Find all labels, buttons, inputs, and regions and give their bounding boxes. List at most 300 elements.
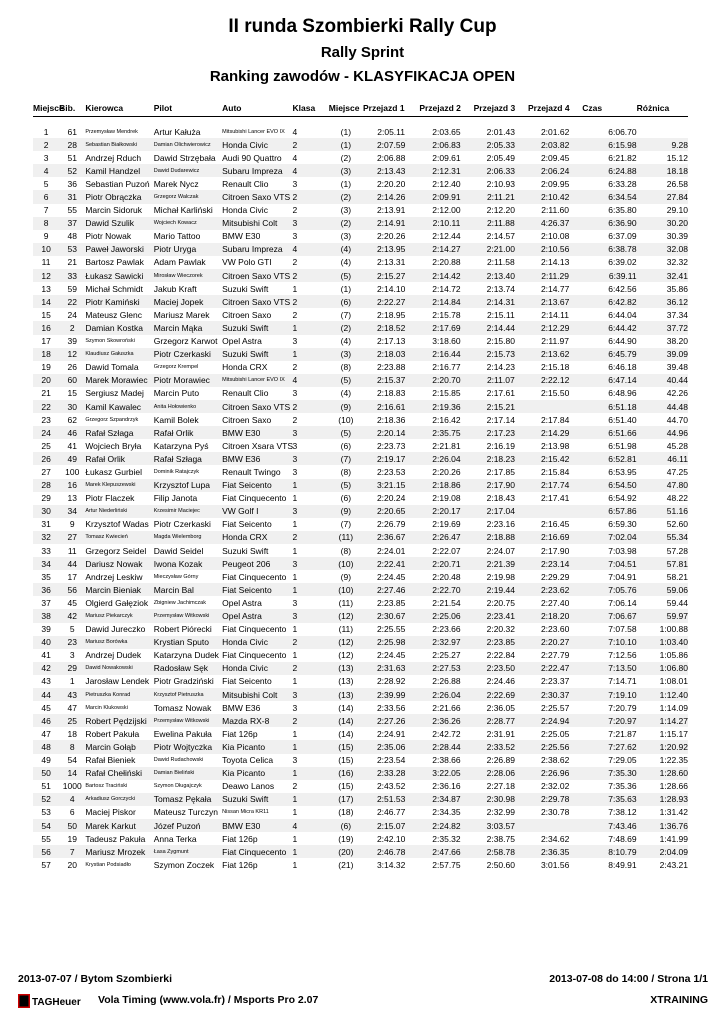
- table-cell: 2:01.62: [540, 126, 570, 137]
- table-cell: 6:34.54: [582, 190, 636, 203]
- table-cell: Mitsubishi Lancer EVO IX: [222, 128, 285, 135]
- table-cell: Renault Clio: [222, 178, 269, 189]
- table-cell: 3: [292, 178, 298, 189]
- table-cell: Grzegorz Krempel: [153, 364, 199, 371]
- table-cell: 2:14.27: [419, 243, 473, 256]
- table-row: [33, 190, 688, 203]
- table-cell: 2:17.04: [474, 505, 528, 518]
- table-cell: 2:14.91: [363, 217, 419, 230]
- table-row: [33, 623, 688, 636]
- table-cell: 2:14.11: [541, 309, 569, 320]
- table-cell: 3: [293, 426, 329, 439]
- table-cell: 39.09: [637, 348, 688, 361]
- table-cell: 2:50.60: [486, 859, 515, 870]
- page-subtitle: Rally Sprint: [320, 44, 405, 61]
- table-row: [33, 636, 688, 649]
- table-cell: 2:17.61: [486, 388, 515, 399]
- table-cell: 44.48: [637, 400, 688, 413]
- table-cell: Honda Civic: [222, 138, 292, 151]
- table-cell: Citroen Saxo VTS: [222, 269, 292, 282]
- table-cell: 2: [59, 321, 85, 334]
- table-row: [33, 374, 688, 387]
- table-row: [33, 675, 688, 688]
- table-cell: (9): [340, 571, 352, 582]
- table-cell: 1: [292, 545, 298, 556]
- table-cell: 42: [59, 609, 85, 622]
- column-header: Przejazd 1: [362, 103, 405, 113]
- table-cell: (14): [338, 702, 354, 713]
- table-cell: 2:05.33: [474, 138, 528, 151]
- table-cell: 3: [293, 609, 329, 622]
- table-cell: 2: [293, 295, 329, 308]
- table-cell: 42: [33, 662, 59, 675]
- table-cell: 42.26: [666, 388, 688, 399]
- table-cell: 11: [41, 257, 51, 268]
- table-cell: 1:36.76: [637, 819, 688, 832]
- table-cell: 2:13.43: [363, 164, 419, 177]
- table-cell: 2:17.74: [528, 479, 582, 492]
- table-cell: 1: [43, 126, 49, 137]
- table-cell: 51: [41, 781, 51, 792]
- table-cell: Rafał Orlik: [154, 426, 222, 439]
- table-cell: Peugeot 206: [222, 557, 292, 570]
- table-cell: 14: [33, 295, 59, 308]
- table-cell: 26: [67, 362, 77, 373]
- table-cell: Fiat Cinquecento: [222, 845, 292, 858]
- table-row: [33, 505, 688, 518]
- table-cell: 6: [33, 190, 59, 203]
- table-cell: 59.44: [666, 597, 688, 608]
- table-row: [33, 793, 688, 806]
- table-cell: 1:28.60: [637, 767, 688, 780]
- table-cell: 2:33.52: [474, 740, 528, 753]
- table-cell: Fiat Cinquecento: [222, 624, 287, 635]
- table-cell: 2:19.69: [432, 519, 461, 530]
- table-cell: 2:28.77: [474, 714, 528, 727]
- table-cell: 1:14.09: [659, 702, 688, 713]
- table-row: [33, 465, 688, 478]
- table-cell: 2:23.85: [376, 597, 406, 608]
- table-cell: 47.25: [666, 466, 688, 477]
- table-cell: 7:27.62: [582, 740, 636, 753]
- table-cell: 7:43.46: [582, 819, 636, 832]
- table-cell: 4:26.37: [528, 217, 582, 230]
- table-cell: 2:32.99: [486, 807, 515, 818]
- table-row: [33, 243, 688, 256]
- table-row: [33, 714, 688, 727]
- table-cell: 54: [67, 755, 77, 766]
- table-cell: 49: [41, 755, 51, 766]
- table-cell: 4: [59, 793, 85, 806]
- table-cell: (18): [338, 807, 354, 818]
- table-cell: 37: [59, 217, 85, 230]
- table-cell: Marcin Bal: [154, 583, 222, 596]
- table-cell: 1: [292, 571, 298, 582]
- table-cell: Józef Puzoń: [154, 819, 222, 832]
- table-cell: 6:54.92: [608, 493, 637, 504]
- table-cell: Suzuki Swift: [222, 283, 269, 294]
- table-cell: 2:20.17: [419, 505, 473, 518]
- table-cell: 2:23.14: [528, 557, 582, 570]
- table-cell: 2:23.41: [474, 609, 528, 622]
- table-cell: 59: [67, 283, 77, 294]
- table-cell: Mariusz Borówka: [85, 636, 153, 649]
- table-cell: 58.21: [666, 571, 688, 582]
- table-row: [33, 413, 688, 426]
- table-cell: 1: [293, 321, 329, 334]
- table-cell: 57.81: [637, 557, 688, 570]
- table-cell: 43: [59, 688, 85, 701]
- table-cell: 2:17.41: [540, 493, 570, 504]
- table-cell: 32: [33, 531, 59, 544]
- table-cell: 3: [292, 597, 298, 608]
- table-cell: 46: [33, 714, 59, 727]
- column-header: Bib.: [59, 103, 76, 113]
- table-cell: 40.44: [637, 374, 688, 387]
- table-cell: 2:15.78: [432, 309, 461, 320]
- table-cell: 26.58: [666, 178, 688, 189]
- table-row: [33, 321, 688, 334]
- table-cell: 1:41.99: [659, 833, 688, 844]
- table-cell: Kamil Bolek: [153, 414, 199, 425]
- table-cell: 12: [33, 269, 59, 282]
- table-cell: 2:26.89: [486, 755, 515, 766]
- table-row: [33, 544, 688, 557]
- table-cell: [637, 125, 688, 138]
- table-cell: 2:32.97: [419, 636, 473, 649]
- table-cell: 2:15.84: [540, 466, 570, 477]
- table-cell: 2:01.43: [486, 126, 515, 137]
- table-cell: (3): [329, 348, 363, 361]
- table-cell: Deawo Lanos: [222, 781, 275, 792]
- table-cell: (2): [329, 321, 363, 334]
- table-cell: 2:26.79: [376, 519, 406, 530]
- table-cell: 2:33.56: [376, 702, 406, 713]
- table-cell: Marek Klepuszewski: [85, 479, 153, 492]
- table-cell: 37.34: [666, 309, 688, 320]
- table-cell: Łasa Zygmunt: [154, 845, 222, 858]
- table-cell: Maciej Jopek: [154, 295, 222, 308]
- table-cell: 4: [292, 126, 298, 137]
- table-row: [33, 609, 688, 622]
- table-cell: 2:36.16: [432, 781, 461, 792]
- table-cell: 2: [293, 400, 329, 413]
- table-row: [33, 204, 688, 217]
- table-cell: Krzysztof Pietruszka: [154, 688, 222, 701]
- table-row: [33, 439, 688, 452]
- table-cell: (15): [338, 755, 354, 766]
- table-cell: Tadeusz Pakuła: [85, 833, 146, 844]
- table-cell: 8: [33, 217, 59, 230]
- table-cell: (10): [338, 414, 354, 425]
- table-cell: Kia Picanto: [222, 740, 292, 753]
- table-cell: Honda Civic: [222, 662, 292, 675]
- table-cell: 2: [292, 205, 298, 216]
- table-cell: 21: [67, 257, 77, 268]
- table-cell: 23: [41, 414, 51, 425]
- table-cell: 2:26.96: [528, 767, 582, 780]
- brand-text: XTRAINING: [650, 994, 708, 1006]
- table-cell: 48: [33, 740, 59, 753]
- table-cell: 1:20.92: [637, 740, 688, 753]
- table-cell: (17): [329, 793, 363, 806]
- table-row: [33, 295, 688, 308]
- table-cell: 2:16.45: [540, 519, 570, 530]
- table-cell: 1: [292, 624, 298, 635]
- table-cell: Olgierd Gałęziok: [85, 597, 149, 608]
- table-cell: 2:24.01: [376, 545, 406, 556]
- table-cell: 20: [33, 374, 59, 387]
- table-cell: 37: [41, 597, 51, 608]
- table-cell: 5: [43, 178, 49, 189]
- table-cell: 29.10: [666, 205, 688, 216]
- table-cell: 2:11.07: [474, 374, 528, 387]
- table-cell: 2:46.78: [363, 845, 419, 858]
- table-cell: 13: [41, 283, 51, 294]
- table-cell: 2:28.92: [376, 676, 406, 687]
- table-cell: 3: [293, 505, 329, 518]
- table-cell: 9: [69, 519, 75, 530]
- table-row: [33, 819, 688, 832]
- table-cell: 2:32.02: [540, 781, 570, 792]
- table-cell: 2:13.98: [540, 440, 570, 451]
- table-cell: 2:27.79: [540, 650, 570, 661]
- table-cell: 33: [59, 269, 85, 282]
- table-cell: Mario Tattoo: [153, 231, 201, 242]
- table-cell: Przemysław Mendrek: [85, 128, 138, 135]
- table-cell: 2:30.78: [540, 807, 570, 818]
- table-cell: Mazda RX-8: [222, 714, 292, 727]
- table-cell: 54: [33, 819, 59, 832]
- table-row: [33, 177, 688, 190]
- table-cell: Fiat Seicento: [222, 583, 292, 596]
- table-cell: 2:22.27: [363, 295, 419, 308]
- table-cell: 44: [59, 557, 85, 570]
- table-cell: Citroen Xsara VTS: [222, 440, 293, 451]
- table-cell: 13: [67, 493, 77, 504]
- table-cell: (6): [340, 440, 352, 451]
- table-cell: 3: [69, 650, 75, 661]
- table-cell: 30.39: [666, 231, 688, 242]
- table-cell: 40: [33, 636, 59, 649]
- table-cell: 4: [293, 243, 329, 256]
- table-cell: 2:18.88: [474, 531, 528, 544]
- table-cell: Damian Olichwierowicz: [154, 138, 222, 151]
- table-cell: 7:12.56: [608, 650, 637, 661]
- table-cell: 48.22: [666, 493, 688, 504]
- table-cell: 6:53.95: [608, 466, 637, 477]
- table-cell: Szymon Długajczyk: [153, 783, 202, 790]
- table-cell: 1:31.42: [659, 807, 688, 818]
- table-cell: Paweł Jaworski: [85, 243, 153, 256]
- table-cell: 1: [292, 833, 298, 844]
- table-cell: (10): [329, 557, 363, 570]
- table-cell: 2:06.88: [376, 152, 406, 163]
- footer-page: 2013-07-08 do 14:00 / Strona 1/1: [549, 973, 708, 985]
- table-cell: 1: [292, 519, 298, 530]
- table-cell: Piotr Gradziński: [153, 676, 214, 687]
- column-header: Klasa: [292, 103, 316, 113]
- table-cell: (11): [329, 531, 363, 544]
- table-cell: (4): [340, 336, 352, 347]
- table-cell: 2:36.05: [486, 702, 515, 713]
- table-cell: 6:35.80: [608, 205, 637, 216]
- table-cell: 2:19.08: [432, 493, 461, 504]
- table-row: [33, 583, 688, 596]
- table-row: [33, 649, 688, 662]
- table-cell: 2:33.28: [363, 767, 419, 780]
- table-cell: 3: [292, 702, 298, 713]
- table-cell: 39: [67, 336, 77, 347]
- table-cell: 2:31.63: [363, 662, 419, 675]
- table-row: [33, 531, 688, 544]
- column-header: Kierowca: [85, 103, 124, 113]
- table-cell: 2:09.91: [419, 190, 473, 203]
- table-cell: Kamil Handzel: [85, 164, 153, 177]
- table-cell: (3): [340, 205, 352, 216]
- table-cell: 2:13.91: [376, 205, 406, 216]
- table-cell: 6:51.98: [608, 440, 637, 451]
- table-cell: 2:11.88: [474, 217, 528, 230]
- table-cell: 2:15.21: [474, 400, 528, 413]
- table-cell: 2:27.53: [419, 662, 473, 675]
- table-cell: 2:19.44: [474, 583, 528, 596]
- table-cell: 3: [292, 231, 298, 242]
- table-cell: 2:04.09: [637, 845, 688, 858]
- table-cell: 2:27.40: [540, 597, 570, 608]
- table-cell: 3:22.05: [419, 767, 473, 780]
- table-cell: 2:15.27: [363, 269, 419, 282]
- table-cell: 2:13.31: [376, 257, 406, 268]
- table-cell: Piotr Nowak: [85, 231, 132, 242]
- table-cell: 21: [41, 388, 51, 399]
- table-cell: 2:22.47: [528, 662, 582, 675]
- table-cell: 2: [293, 531, 329, 544]
- table-cell: 6:46.18: [608, 362, 637, 373]
- table-cell: 2:13.67: [528, 295, 582, 308]
- table-cell: (2): [329, 217, 363, 230]
- table-cell: (3): [340, 231, 352, 242]
- table-cell: 2:42.10: [376, 833, 406, 844]
- table-cell: 3:18.60: [432, 336, 461, 347]
- table-cell: 2:16.61: [363, 400, 419, 413]
- table-cell: 16: [59, 479, 85, 492]
- table-cell: 3: [293, 557, 329, 570]
- table-cell: 2:20.27: [528, 636, 582, 649]
- table-cell: 2:58.78: [474, 845, 528, 858]
- table-cell: Grzegorz Walczak: [154, 190, 222, 203]
- table-cell: 2:14.42: [419, 269, 473, 282]
- table-cell: 2:38.75: [486, 833, 515, 844]
- table-cell: 2:22.07: [432, 545, 461, 556]
- table-cell: 26: [33, 452, 59, 465]
- table-cell: 2:11.58: [486, 257, 515, 268]
- table-cell: 2:10.08: [540, 231, 570, 242]
- table-cell: 52: [59, 164, 85, 177]
- table-row: [33, 557, 688, 570]
- table-cell: 2:15.80: [486, 336, 515, 347]
- table-cell: 6:51.66: [582, 426, 636, 439]
- column-header: Przejazd 3: [473, 103, 516, 113]
- table-cell: Renault Clio: [222, 388, 269, 399]
- table-cell: (5): [329, 479, 363, 492]
- table-cell: Marek Morawiec: [85, 374, 153, 387]
- table-cell: 20: [67, 859, 77, 870]
- table-cell: Fiat 126p: [222, 833, 258, 844]
- table-cell: 2:36.67: [363, 531, 419, 544]
- table-cell: Piotr Uryga: [154, 243, 222, 256]
- table-cell: 2:15.42: [528, 452, 582, 465]
- table-cell: 38: [33, 609, 59, 622]
- table-cell: 43: [41, 676, 51, 687]
- table-cell: 36: [67, 178, 77, 189]
- table-cell: 6:06.70: [608, 126, 637, 137]
- table-cell: Filip Janota: [153, 493, 198, 504]
- table-cell: Radosław Sęk: [154, 662, 222, 675]
- table-cell: Fiat Cinquecento: [222, 650, 287, 661]
- table-cell: 2:17.69: [419, 321, 473, 334]
- table-row: [33, 269, 688, 282]
- table-cell: 52: [33, 793, 59, 806]
- table-cell: 2:09.61: [432, 152, 461, 163]
- table-cell: Suzuki Swift: [222, 321, 292, 334]
- table-cell: 2: [292, 362, 298, 373]
- table-cell: 2:23.73: [376, 440, 406, 451]
- table-cell: Artur Kałuża: [153, 126, 201, 137]
- table-cell: Dariusz Nowak: [85, 557, 153, 570]
- table-cell: Arkadiusz Gorczycki: [85, 793, 153, 806]
- table-row: [33, 688, 688, 701]
- table-cell: Citroen Saxo: [222, 309, 272, 320]
- table-cell: 1:14.27: [637, 714, 688, 727]
- table-cell: (9): [329, 400, 363, 413]
- table-cell: 45: [67, 597, 77, 608]
- table-cell: 28: [33, 479, 59, 492]
- table-cell: 39.48: [666, 362, 688, 373]
- table-cell: 6:37.09: [608, 231, 637, 242]
- table-cell: 3: [293, 688, 329, 701]
- table-cell: 2:14.10: [376, 283, 406, 294]
- table-cell: (12): [329, 609, 363, 622]
- table-cell: Opel Astra: [222, 597, 262, 608]
- table-cell: Krystian Podsiadło: [85, 861, 131, 868]
- table-cell: 38.20: [666, 336, 688, 347]
- table-cell: 8:10.79: [582, 845, 636, 858]
- table-cell: 7:14.71: [608, 676, 637, 687]
- table-cell: 2: [293, 662, 329, 675]
- table-cell: 2:23.37: [540, 676, 570, 687]
- table-cell: 35: [41, 571, 51, 582]
- table-cell: 2:57.75: [432, 859, 461, 870]
- table-cell: Mitsubishi Colt: [222, 688, 292, 701]
- table-cell: 2: [292, 781, 298, 792]
- table-cell: 2:24.07: [486, 545, 515, 556]
- table-cell: Marcin Bieniak: [85, 583, 153, 596]
- table-cell: 2:36.35: [528, 845, 582, 858]
- table-cell: 1: [292, 283, 298, 294]
- table-cell: 2:12.29: [528, 321, 582, 334]
- table-cell: 1:03.40: [637, 636, 688, 649]
- table-row: [33, 780, 688, 793]
- table-cell: Dawid Tomala: [85, 362, 139, 373]
- table-cell: 2:16.19: [486, 440, 515, 451]
- table-cell: (7): [340, 309, 352, 320]
- table-cell: Bartosz Pawlak: [85, 257, 144, 268]
- table-cell: 1: [292, 493, 298, 504]
- table-cell: Iwona Kozak: [154, 557, 222, 570]
- table-cell: 2:27.26: [363, 714, 419, 727]
- table-cell: (8): [340, 466, 352, 477]
